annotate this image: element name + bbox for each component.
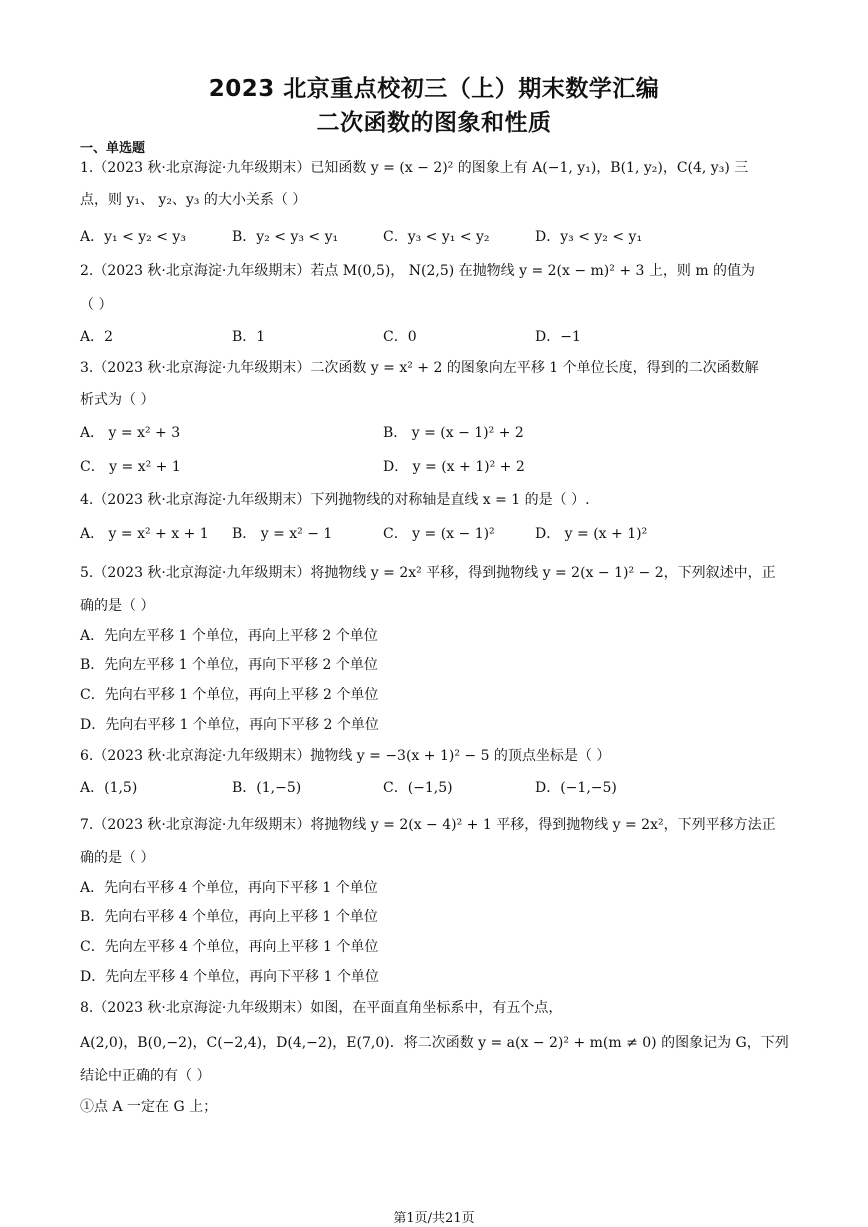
- question-8-line-4: ①点 A 一定在 G 上；: [80, 1099, 218, 1115]
- question-3-line-1: 3.（2023 秋·北京海淀·九年级期末）二次函数 y = x² + 2 的图象向左平移 1 个单位长度，得到的二次函数解: [80, 360, 759, 376]
- question-7-option-c: C．先向左平移 4 个单位，再向上平移 1 个单位: [80, 939, 379, 955]
- question-7-option-b: B．先向右平移 4 个单位，再向上平移 1 个单位: [80, 909, 378, 925]
- question-6-option-b: B．(1,−5): [232, 780, 302, 796]
- question-4-line-1: 4.（2023 秋·北京海淀·九年级期末）下列抛物线的对称轴是直线 x = 1 的是（ ）.: [80, 492, 590, 508]
- question-1-option-d: D．y₃ < y₂ < y₁: [535, 229, 643, 245]
- question-6-option-a: A．(1,5): [80, 780, 138, 796]
- question-7-line-2: 确的是（ ）: [80, 850, 155, 866]
- question-8-line-3: 结论中正确的有（ ）: [80, 1068, 211, 1084]
- question-6-option-d: D．(−1,−5): [535, 780, 617, 796]
- question-1-option-b: B．y₂ < y₃ < y₁: [232, 229, 339, 245]
- question-6-line-1: 6.（2023 秋·北京海淀·九年级期末）抛物线 y = −3(x + 1)² − 5 的顶点坐标是（ ）: [80, 748, 611, 764]
- question-4-option-d: D． y = (x + 1)²: [535, 526, 648, 542]
- question-3-option-b: B． y = (x − 1)² + 2: [383, 425, 524, 441]
- question-5-line-1: 5.（2023 秋·北京海淀·九年级期末）将抛物线 y = 2x² 平移，得到抛物线 y = 2(x − 1)² − 2，下列叙述中，正: [80, 565, 776, 581]
- question-5-option-d: D．先向右平移 1 个单位，再向下平移 2 个单位: [80, 717, 379, 733]
- question-2-line-2: （ ）: [80, 297, 113, 313]
- question-7-option-a: A．先向右平移 4 个单位，再向下平移 1 个单位: [80, 880, 378, 896]
- question-4-option-a: A． y = x² + x + 1: [80, 526, 209, 542]
- question-5-line-2: 确的是（ ）: [80, 598, 155, 614]
- question-6-option-c: C．(−1,5): [383, 780, 453, 796]
- question-2-option-d: D．−1: [535, 329, 581, 345]
- question-4-option-c: C． y = (x − 1)²: [383, 526, 495, 542]
- question-2-line-1: 2.（2023 秋·北京海淀·九年级期末）若点 M(0,5)， N(2,5) 在抛物线 y = 2(x − m)² + 3 上，则 m 的值为: [80, 263, 756, 279]
- question-2-option-a: A．2: [80, 329, 114, 345]
- question-1-option-c: C．y₃ < y₁ < y₂: [383, 229, 490, 245]
- question-3-option-c: C． y = x² + 1: [80, 459, 181, 475]
- question-3-option-a: A． y = x² + 3: [80, 425, 181, 441]
- question-5-option-c: C．先向右平移 1 个单位，再向上平移 2 个单位: [80, 687, 379, 703]
- question-7-option-d: D．先向左平移 4 个单位，再向下平移 1 个单位: [80, 969, 379, 985]
- question-8-line-2: A(2,0)，B(0,−2)，C(−2,4)，D(4,−2)，E(7,0)．将二次函数 y = a(x − 2)² + m(m ≠ 0) 的图象记为 G，下列: [80, 1035, 789, 1051]
- question-4-option-b: B． y = x² − 1: [232, 526, 333, 542]
- question-1-line-1: 1.（2023 秋·北京海淀·九年级期末）已知函数 y = (x − 2)² 的图象上有 A(−1, y₁)，B(1, y₂)，C(4, y₃) 三: [80, 160, 749, 176]
- question-5-option-a: A．先向左平移 1 个单位，再向上平移 2 个单位: [80, 628, 378, 644]
- question-8-line-1: 8.（2023 秋·北京海淀·九年级期末）如图，在平面直角坐标系中，有五个点，: [80, 1000, 563, 1016]
- section-heading: 一、单选题: [80, 141, 146, 156]
- page-footer: 第1页/共21页: [393, 1211, 475, 1226]
- question-3-line-2: 析式为（ ）: [80, 392, 155, 408]
- question-2-option-c: C．0: [383, 329, 417, 345]
- question-1-line-2: 点，则 y₁、 y₂、y₃ 的大小关系（ ）: [80, 192, 307, 208]
- question-2-option-b: B．1: [232, 329, 266, 345]
- document-subtitle: 二次函数的图象和性质: [316, 110, 552, 136]
- question-3-option-d: D． y = (x + 1)² + 2: [383, 459, 525, 475]
- question-5-option-b: B．先向左平移 1 个单位，再向下平移 2 个单位: [80, 657, 378, 673]
- document-title: 2023 北京重点校初三（上）期末数学汇编: [208, 76, 660, 102]
- question-7-line-1: 7.（2023 秋·北京海淀·九年级期末）将抛物线 y = 2(x − 4)² + 1 平移，得到抛物线 y = 2x²，下列平移方法正: [80, 817, 776, 833]
- question-1-option-a: A．y₁ < y₂ < y₃: [80, 229, 186, 245]
